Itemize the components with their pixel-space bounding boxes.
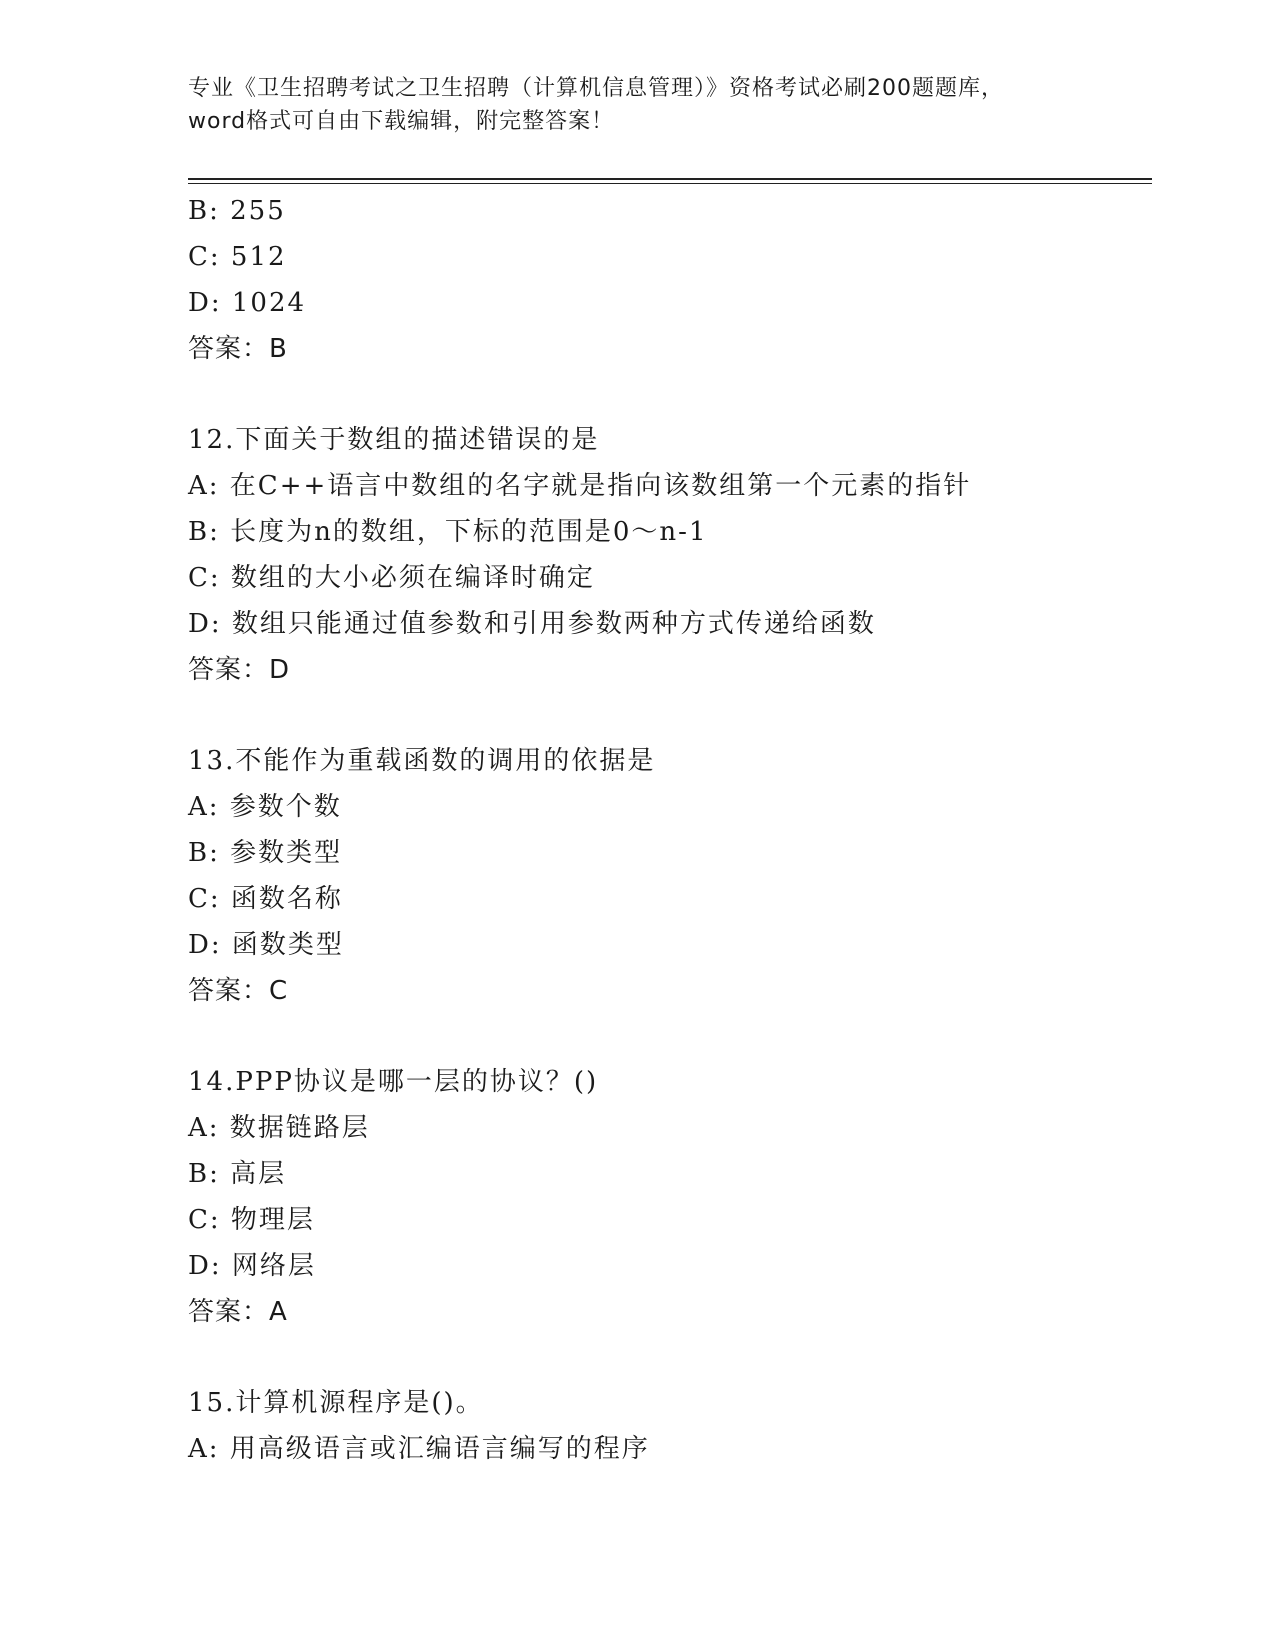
option-b: B: 高层 (188, 1159, 287, 1189)
option-b: B: 255 (188, 196, 286, 226)
question-block-13 (188, 738, 1152, 1014)
header-line-2: word格式可自由下载编辑，附完整答案！ (188, 109, 615, 134)
option-c: C: 数组的大小必须在编译时确定 (188, 563, 595, 593)
option-a: A: 用高级语言或汇编语言编写的程序 (188, 1434, 650, 1464)
question-text: 15.计算机源程序是()。 (188, 1388, 484, 1418)
option-c: C: 函数名称 (188, 884, 343, 914)
spacer (188, 372, 1152, 417)
spacer (188, 1014, 1152, 1059)
option-d: D: 网络层 (188, 1251, 316, 1281)
question-text: 12.下面关于数组的描述错误的是 (188, 425, 600, 455)
header-line-1: 专业《卫生招聘考试之卫生招聘（计算机信息管理）》资格考试必刷200题题库， (188, 76, 1004, 101)
option-a: A: 数据链路层 (188, 1113, 370, 1143)
spacer (188, 1335, 1152, 1380)
option-c: C: 物理层 (188, 1205, 315, 1235)
option-a: A: 参数个数 (188, 792, 342, 822)
question-text: 14.PPP协议是哪一层的协议？() (188, 1067, 599, 1097)
option-c: C: 512 (188, 242, 287, 272)
option-d: D: 函数类型 (188, 930, 344, 960)
question-block-14 (188, 1059, 1152, 1335)
answer-line: 答案：D (188, 655, 291, 685)
option-d: D: 1024 (188, 288, 307, 318)
spacer (188, 693, 1152, 738)
question-block-15 (188, 1380, 1152, 1472)
continued-question-block (188, 188, 1152, 372)
question-content (188, 188, 1152, 1472)
header-rule-thin (188, 183, 1152, 184)
option-d: D: 数组只能通过值参数和引用参数两种方式传递给函数 (188, 609, 876, 639)
question-block-12 (188, 417, 1152, 693)
answer-line: 答案：B (188, 334, 288, 364)
option-b: B: 长度为n的数组，下标的范围是0～n-1 (188, 517, 708, 547)
answer-line: 答案：C (188, 976, 289, 1006)
answer-line: 答案：A (188, 1297, 288, 1327)
document-header (188, 72, 1088, 138)
option-b: B: 参数类型 (188, 838, 343, 868)
question-text: 13.不能作为重载函数的调用的依据是 (188, 746, 656, 776)
header-rule-thick (188, 178, 1152, 180)
option-a: A: 在C++语言中数组的名字就是指向该数组第一个元素的指针 (188, 471, 972, 501)
